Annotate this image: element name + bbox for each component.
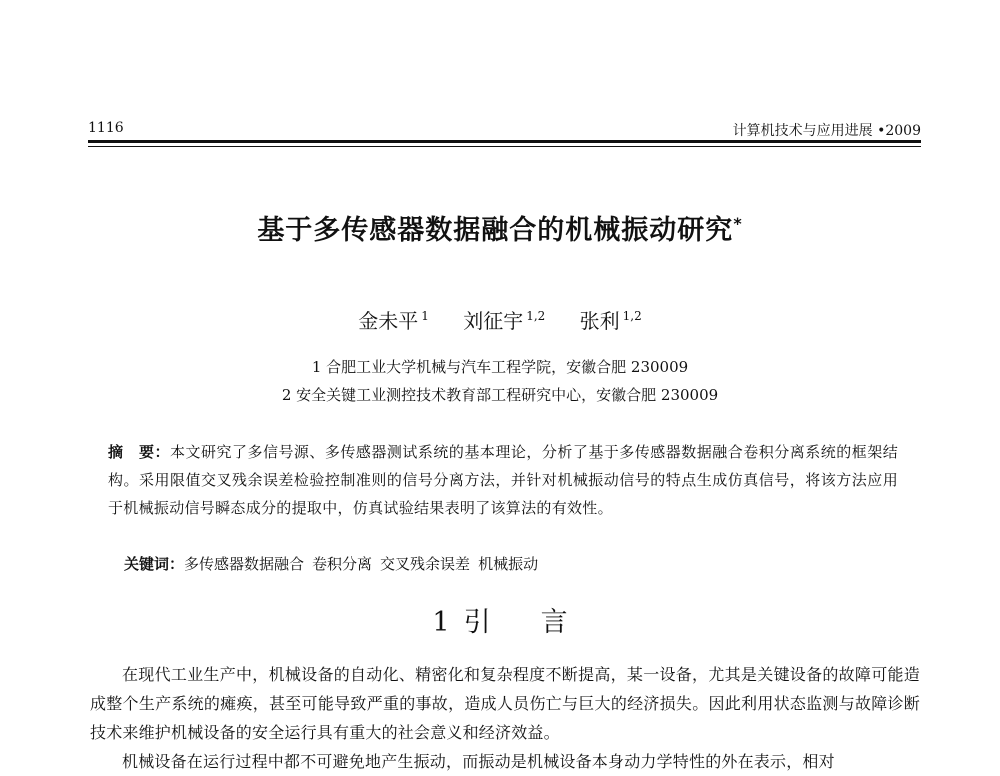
author-name: 刘征宇 <box>463 309 524 333</box>
body-paragraph: 机械设备在运行过程中都不可避免地产生振动，而振动是机械设备本身动力学特性的外在表示，相对 <box>122 752 835 771</box>
keyword-item: 卷积分离 <box>312 555 373 573</box>
author-affiliation-mark: 1,2 <box>622 309 642 324</box>
affiliation-2: 2 安全关键工业测控技术教育部工程研究中心，安徽合肥 230009 <box>281 386 719 404</box>
section-number: 1 <box>432 607 450 638</box>
keyword-item: 交叉残余误差 <box>380 555 471 573</box>
paper-title-text: 基于多传感器数据融合的机械振动研究 <box>257 215 734 246</box>
abstract-text: 本文研究了多信号源、多传感器测试系统的基本理论，分析了基于多传感器数据融合卷积分离系统的框架结构。采用限值交叉残余误差检验控制准则的信号分离方法，并针对机械振动信号的特点生成仿真信号，将该方法应用于机械振动信号瞬态成分的提取中，仿真试验结果表明了该算法的有效性。 <box>108 443 899 517</box>
running-header <box>88 120 921 140</box>
author-affiliation-mark: 1 <box>421 309 429 324</box>
author-name: 金未平 <box>358 309 419 333</box>
author <box>463 309 545 333</box>
header-rule-thick <box>88 140 921 143</box>
page-number: 1116 <box>88 120 124 136</box>
affiliation-1: 1 合肥工业大学机械与汽车工程学院，安徽合肥 230009 <box>311 358 689 376</box>
body-paragraph: 在现代工业生产中，机械设备的自动化、精密化和复杂程度不断提高，某一设备，尤其是关键设备的故障可能造成整个生产系统的瘫痪，甚至可能导致严重的事故，造成人员伤亡与巨大的经济损失。因此利用状态监测与故障诊断技术来维护机械设备的安全运行具有重大的社会意义和经济效益。 <box>90 665 920 742</box>
keyword-item: 机械振动 <box>478 555 539 573</box>
author <box>580 309 642 333</box>
header-rule-thin <box>88 146 921 147</box>
body-text <box>90 660 920 776</box>
keywords <box>124 552 904 576</box>
paper-title <box>0 208 1000 247</box>
keyword-item: 多传感器数据融合 <box>184 555 305 573</box>
section-title-part2: 言 <box>540 607 568 638</box>
section-title-part1: 引 <box>463 607 491 638</box>
author-affiliation-mark: 1,2 <box>526 309 546 324</box>
journal-name: 计算机技术与应用进展 •2009 <box>732 123 921 139</box>
author <box>358 309 429 333</box>
author-name: 张利 <box>579 309 620 333</box>
section-heading <box>0 600 1000 639</box>
abstract-label: 摘 要： <box>108 443 170 461</box>
keywords-label: 关键词： <box>124 555 185 573</box>
title-footnote-mark: * <box>733 214 743 233</box>
abstract <box>108 438 898 522</box>
author-list <box>0 305 1000 334</box>
